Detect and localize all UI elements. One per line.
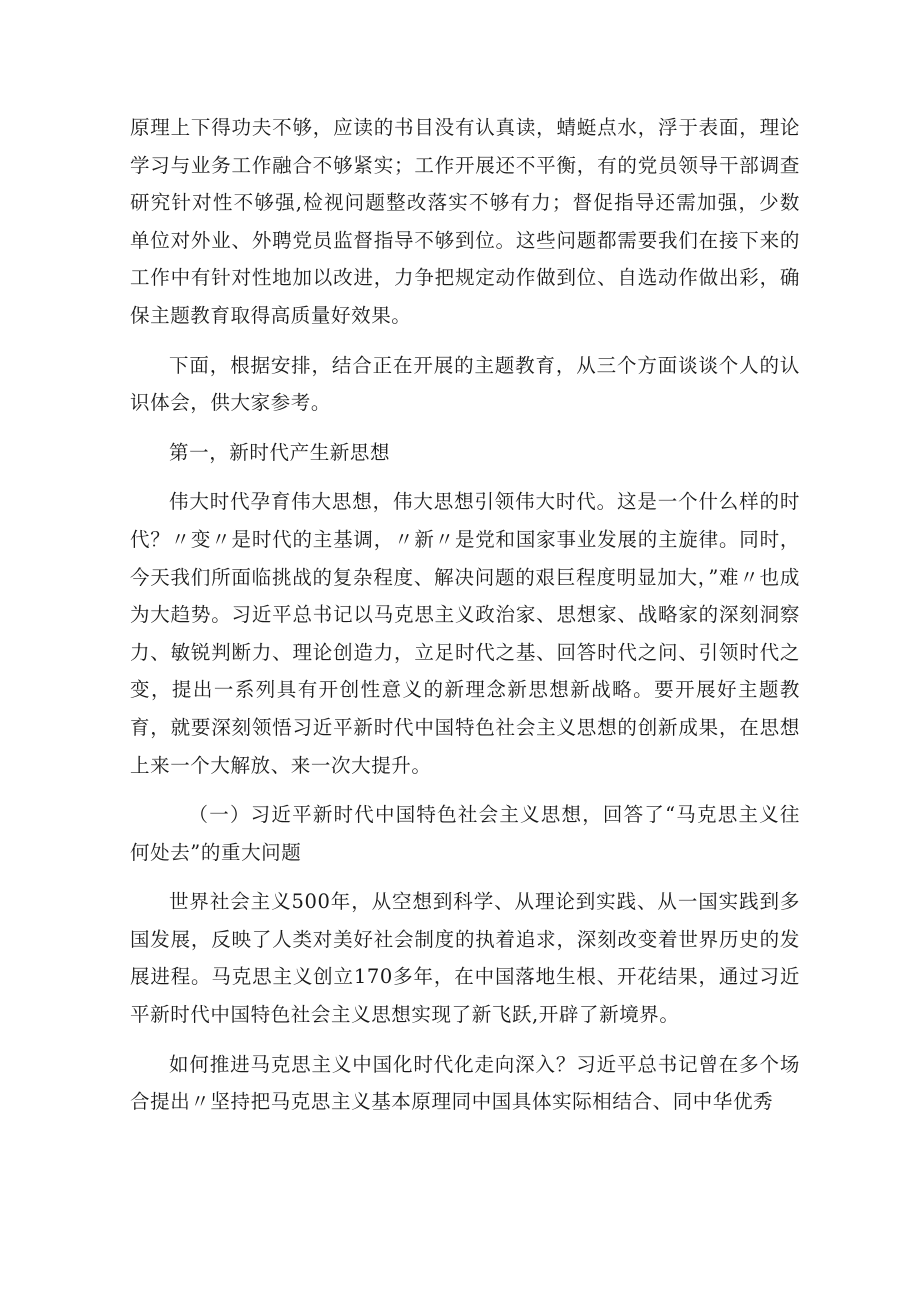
paragraph-socialism: 世界社会主义500年，从空想到科学、从理论到实践、从一国实践到多国发展，反映了人类对美好社会制度的执着追求，深刻改变着世界历史的发展进程。马克思主义创立170多年，在中国落地生根、开花结果，通过习近平新时代中国特色社会主义思想实现了新飞跃,开辟了新境界。: [130, 890, 800, 1027]
subsection-heading-one: （一）习近平新时代中国特色社会主义思想，回答了“马克思主义往何处去”的重大问题: [130, 803, 800, 864]
paragraph-marxism: 如何推进马克思主义中国化时代化走向深入？习近平总书记曾在多个场合提出〃坚持把马克思主义基本原理同中国具体实际相结合、同中华优秀: [130, 1052, 800, 1114]
paragraph-continued: 原理上下得功夫不够，应读的书目没有认真读，蜻蜓点水，浮于表面，理论学习与业务工作融合不够紧实；工作开展还不平衡，有的党员领导干部调查研究针对性不够强,检视问题整改落实不够有力；督促指导还需加强，少数单位对外业、外聘党员监督指导不够到位。这些问题都需要我们在接下来的工作中有针对性地加以改进，力争把规定动作做到位、自选动作做出彩，确保主题教育取得高质量好效果。: [130, 116, 800, 327]
section-heading-first: 第一，新时代产生新思想: [169, 440, 391, 464]
paragraph-intro: 下面，根据安排，结合正在开展的主题教育，从三个方面谈谈个人的认识体会，供大家参考。: [130, 353, 800, 415]
document-body: [130, 109, 800, 1121]
paragraph-era: 伟大时代孕育伟大思想，伟大思想引领伟大时代。这是一个什么样的时代？〃变〃是时代的主基调，〃新〃是党和国家事业发展的主旋律。同时，今天我们所面临挑战的复杂程度、解决问题的艰巨程度明显加大，”难〃也成为大趋势。习近平总书记以马克思主义政治家、思想家、战略家的深刻洞察力、敏锐判断力、理论创造力，立足时代之基、回答时代之问、引领时代之变，提出一系列具有开创性意义的新理念新思想新战略。要开展好主题教育，就要深刻领悟习近平新时代中国特色社会主义思想的创新成果，在思想上来一个大解放、来一次大提升。: [130, 490, 800, 777]
